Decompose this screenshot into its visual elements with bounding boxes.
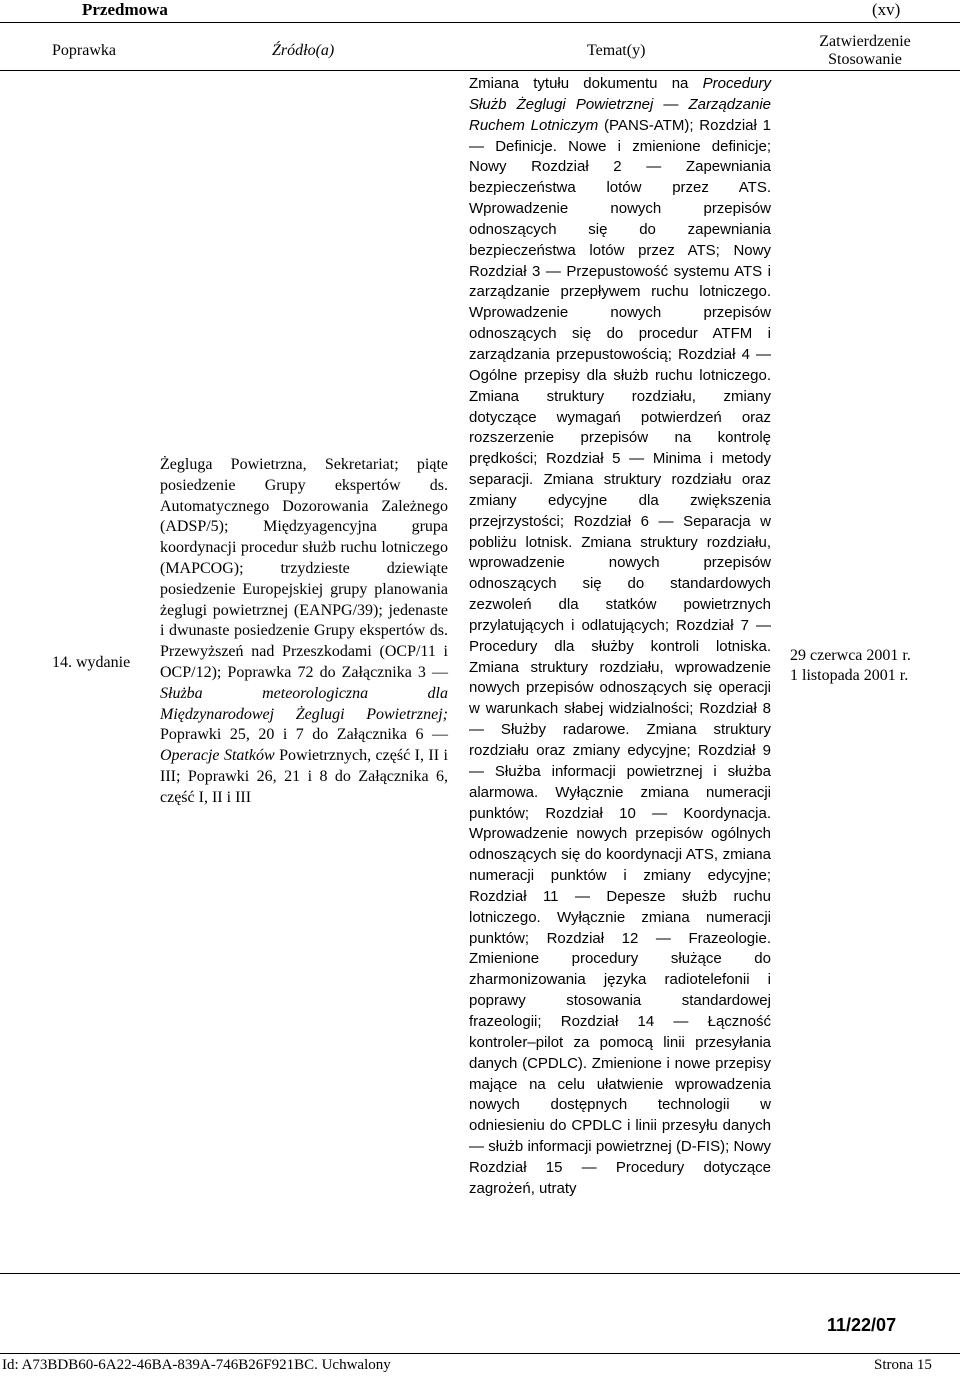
italic-title-text: Służba meteorologiczna dla Międzynarodowej Żeglugi Powietrznej;: [160, 684, 448, 723]
page-number: Strona 15: [874, 1357, 932, 1373]
subject-cell: [469, 74, 771, 1200]
column-header-approval: [790, 33, 940, 69]
table-bottom-rule: [0, 1273, 960, 1274]
column-header-approval-label: Zatwierdzenie: [819, 33, 911, 50]
body-text: Zmiana tytułu dokumentu na: [469, 75, 703, 92]
amendment-cell: 14. wydanie: [52, 654, 131, 671]
page-roman-number: (xv): [872, 0, 901, 19]
body-text: (PANS-ATM); Rozdział 1 — Definicje. Nowe i zmienione definicje; Nowy Rozdział 2 — Zapewniania bezpieczeństwa lotów przez ATS. Wprowadzenie nowych przepisów odnoszących się do zapewniania bezpieczeństwa lotów przez ATS; Nowy Rozdział 3 — Przepustowość systemu ATS i zarządzanie przepływem ruchu lotniczego. Wprowadzenie nowych przepisów odnoszących się do procedur ATFM i zarządzania przepustowością; Rozdział 4 — Ogólne przepisy dla służb ruchu lotniczego. Zmiana struktury rozdziału, zmiany dotyczące wymagań potwierdzeń oraz rozszerzenie przepisów na kontrolę prędkości; Rozdział 5 — Minima i metody separacji. Zmiana struktury rozdziału oraz zmiany edycyjne dla zwiększenia przejrzystości; Rozdział 6 — Separacja w pobliżu lotnisk. Zmiana struktury rozdziału, wprowadzenie nowych przepisów odnoszących się do standardowych zezwoleń dla statków powietrznych przylatujących i odlatujących; Rozdział 7 — Procedury dla służby kontroli lotniska. Zmiana struktury rozdziału, wprowadzenie nowych przepisów odnoszących się operacji w warunkach słabej widzialności; Rozdział 8 — Służby radarowe. Zmiana struktury rozdziału oraz zmiany edycyjne; Rozdział 9 — Służba informacji powietrznej i służba alarmowa. Wyłącznie zmiana numeracji punktów; Rozdział 10 — Koordynacja. Wprowadzenie nowych przepisów ogólnych odnoszących się do koordynacji ATS, zmiana numeracji punktów i zmiany edycyjne; Rozdział 11 — Depesze służb ruchu lotniczego. Wyłącznie zmiana numeracji punktów; Rozdział 12 — Frazeologie. Zmienione procedury służące do zharmonizowania języka radiotelefonii i poprawy stosowania standardowej frazeologii; Rozdział 14 — Łączność kontroler–pilot za pomocą linii przesyłania danych (CPDLC). Zmienione i nowe przepisy mające na celu ułatwienie wprowadzenia nowych dostępnych technologii w odniesieniu do CPDLC i linii przesyłu danych — służb informacji powietrznej (D-FIS); Nowy Rozdział 15 — Procedury dotyczące zagrożeń, utraty: [469, 116, 772, 1197]
dates-cell: [790, 646, 911, 686]
footer-rule: [0, 1353, 960, 1354]
header-rule: [0, 22, 960, 23]
table-header-rule: [0, 70, 960, 71]
source-cell: [160, 455, 448, 809]
approval-date: 29 czerwca 2001 r.: [790, 647, 911, 664]
body-text: Powietrznych, część I, II i III; Poprawki 26, 21 i 8 do Załącznika 6, część I, II i III: [160, 747, 448, 806]
section-title: Przedmowa: [82, 0, 168, 19]
column-header-source: Źródło(a): [272, 42, 335, 59]
body-text: Żegluga Powietrzna, Sekretariat; piąte posiedzenie Grupy ekspertów ds. Automatycznego Dozorowania Zależnego (ADSP/5); Międzyagencyjna grupa koordynacji procedur służb ruchu lotniczego (MAPCOG); trzydzieste dziewiąte posiedzenie Europejskiej grupy planowania żeglugi powietrznej (EANPG/39); jedenaste i dwunaste posiedzenie Grupy ekspertów ds. Przewyższeń nad Przeszkodami (OCP/11 i OCP/12); Poprawka 72 do Załącznika 3 —: [160, 456, 448, 681]
date-stamp: 11/22/07: [827, 1315, 897, 1335]
column-header-amendment: Poprawka: [52, 42, 116, 59]
applicability-date: 1 listopada 2001 r.: [790, 667, 909, 684]
body-text: Poprawki 25, 20 i 7 do Załącznika 6 —: [160, 726, 448, 744]
italic-title-text: Procedury Służb Żeglugi Powietrznej — Zarządzanie Ruchem Lotniczym: [469, 75, 771, 134]
italic-title-text: Operacje Statków: [160, 747, 275, 765]
document-id: Id: A73BDB60-6A22-46BA-839A-746B26F921BC. Uchwalony: [2, 1357, 391, 1373]
column-header-applicability-label: Stosowanie: [828, 51, 902, 68]
column-header-subject: Temat(y): [587, 42, 646, 59]
